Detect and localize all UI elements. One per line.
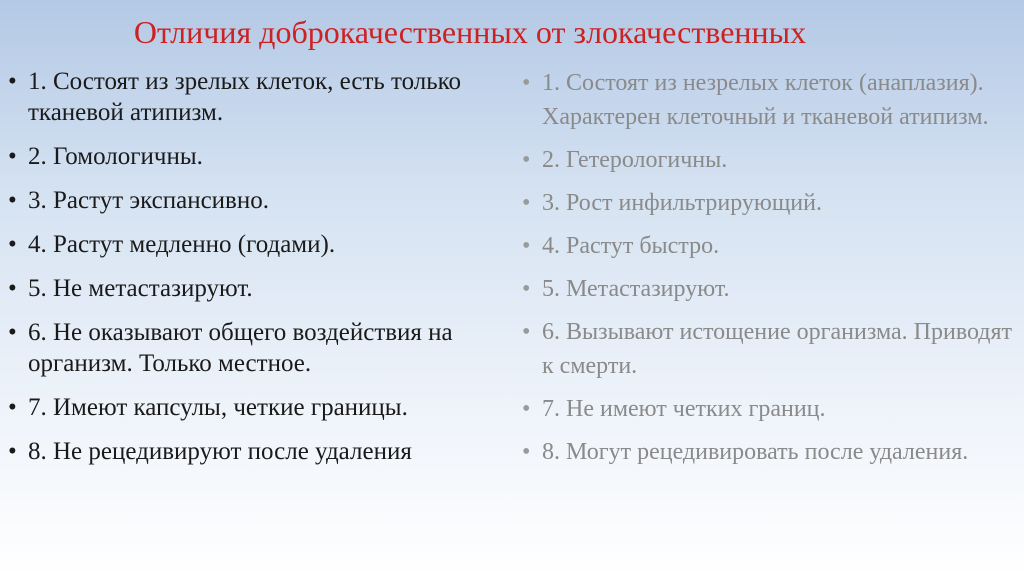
bullet-icon: • bbox=[8, 319, 17, 346]
malignant-item-2 bbox=[522, 143, 1017, 177]
benign-item-6 bbox=[8, 317, 498, 379]
benign-item-3 bbox=[8, 185, 498, 216]
benign-item-text: 6. Не оказывают общего воздействия на организм. Только местное. bbox=[28, 319, 453, 377]
benign-item-text: 7. Имеют капсулы, четкие границы. bbox=[28, 394, 408, 421]
bullet-icon: • bbox=[8, 231, 17, 258]
benign-item-2 bbox=[8, 141, 498, 172]
malignant-item-3 bbox=[522, 186, 1017, 220]
bullet-icon: • bbox=[8, 68, 17, 95]
benign-item-text: 3. Растут экспансивно. bbox=[28, 187, 269, 214]
malignant-item-4 bbox=[522, 229, 1017, 263]
malignant-item-text: 7. Не имеют четких границ. bbox=[542, 396, 826, 422]
bullet-icon: • bbox=[522, 70, 531, 96]
benign-item-4 bbox=[8, 229, 498, 260]
malignant-item-text: 5. Метастазируют. bbox=[542, 276, 730, 302]
benign-item-text: 1. Состоят из зрелых клеток, есть только тканевой атипизм. bbox=[28, 68, 462, 126]
malignant-item-6 bbox=[522, 315, 1017, 383]
bullet-icon: • bbox=[522, 319, 531, 345]
bullet-icon: • bbox=[8, 143, 17, 170]
benign-item-8 bbox=[8, 436, 498, 467]
bullet-icon: • bbox=[522, 396, 531, 422]
slide-title: Отличия доброкачественных от злокачественных bbox=[133, 14, 807, 50]
malignant-item-text: 8. Могут рецедивировать после удаления. bbox=[542, 439, 969, 465]
benign-item-5 bbox=[8, 273, 498, 304]
benign-item-1 bbox=[8, 66, 498, 128]
malignant-item-5 bbox=[522, 272, 1017, 306]
bullet-icon: • bbox=[8, 394, 17, 421]
bullet-icon: • bbox=[8, 438, 17, 465]
bullet-icon: • bbox=[522, 233, 531, 259]
malignant-item-text: 4. Растут быстро. bbox=[542, 233, 720, 259]
bullet-icon: • bbox=[8, 187, 17, 214]
malignant-item-text: 1. Состоят из незрелых клеток (анаплазия). Характерен клеточный и тканевой атипизм. bbox=[542, 70, 989, 130]
malignant-item-8 bbox=[522, 435, 1017, 469]
bullet-icon: • bbox=[8, 275, 17, 302]
bullet-icon: • bbox=[522, 190, 531, 216]
bullet-icon: • bbox=[522, 439, 531, 465]
malignant-item-text: 3. Рост инфильтрирующий. bbox=[542, 190, 822, 216]
malignant-item-text: 2. Гетерологичны. bbox=[542, 147, 728, 173]
benign-item-text: 2. Гомологичны. bbox=[28, 143, 203, 170]
benign-item-text: 5. Не метастазируют. bbox=[28, 275, 253, 302]
bullet-icon: • bbox=[522, 276, 531, 302]
benign-list bbox=[8, 66, 498, 480]
malignant-item-7 bbox=[522, 392, 1017, 426]
malignant-list bbox=[522, 66, 1017, 478]
benign-item-text: 4. Растут медленно (годами). bbox=[28, 231, 336, 258]
benign-item-text: 8. Не рецедивируют после удаления bbox=[28, 438, 412, 465]
benign-item-7 bbox=[8, 392, 498, 423]
malignant-item-text: 6. Вызывают истощение организма. Приводят к смерти. bbox=[542, 319, 1013, 379]
malignant-item-1 bbox=[522, 66, 1017, 134]
bullet-icon: • bbox=[522, 147, 531, 173]
